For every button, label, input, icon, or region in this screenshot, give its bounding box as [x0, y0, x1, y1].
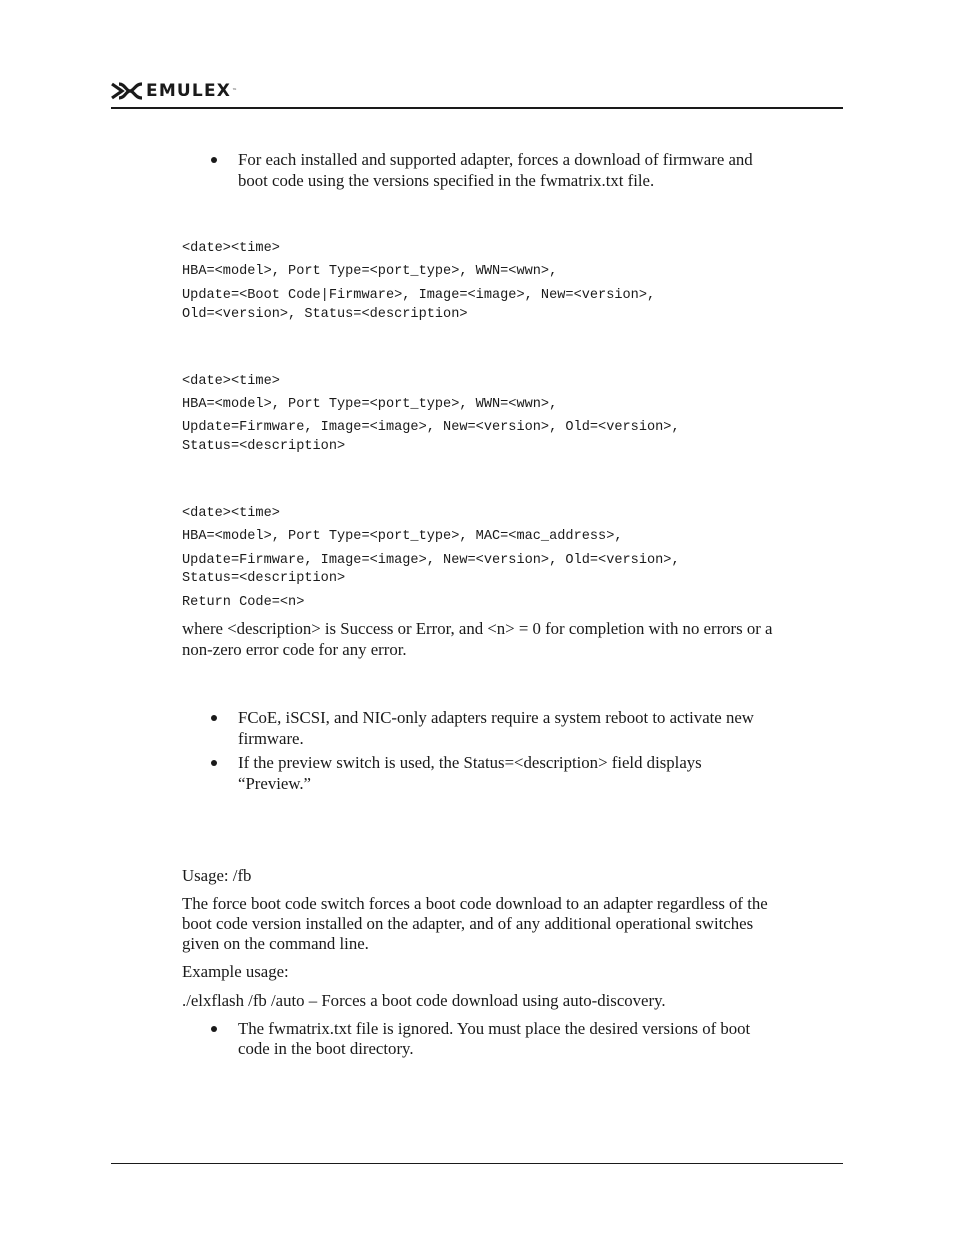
- code-line: HBA=<model>, Port Type=<port_type>, WWN=<wwn>,: [182, 397, 558, 412]
- footer-rule: [111, 1163, 843, 1164]
- usage-label: Usage: /fb: [182, 866, 252, 885]
- bullet-dot-icon: [211, 157, 217, 163]
- description-line: boot code version installed on the adapter, and of any additional operational switches: [182, 914, 754, 933]
- code-line: HBA=<model>, Port Type=<port_type>, WWN=<wwn>,: [182, 264, 558, 279]
- emulex-logo-mark-icon: [111, 81, 143, 101]
- code-line: <date><time>: [182, 374, 280, 389]
- where-line-1: where <description> is Success or Error, and <n> = 0 for completion with no errors or a: [182, 619, 773, 638]
- bullet-dot-icon: [211, 715, 217, 721]
- where-line-2: non-zero error code for any error.: [182, 640, 407, 659]
- code-line: Status=<description>: [182, 571, 346, 586]
- logo-trademark: ™: [232, 88, 238, 94]
- final-bullet-line-2: code in the boot directory.: [238, 1039, 414, 1058]
- code-line: Update=Firmware, Image=<image>, New=<version>, Old=<version>,: [182, 553, 680, 568]
- description-line: The force boot code switch forces a boot code download to an adapter regardless of the: [182, 894, 768, 913]
- code-line: Update=Firmware, Image=<image>, New=<version>, Old=<version>,: [182, 420, 680, 435]
- code-line: Update=<Boot Code|Firmware>, Image=<image>, New=<version>,: [182, 288, 656, 303]
- example-label: Example usage:: [182, 962, 289, 981]
- bullet-dot-icon: [211, 1026, 217, 1032]
- code-line: HBA=<model>, Port Type=<port_type>, MAC=<mac_address>,: [182, 529, 623, 544]
- note-line: If the preview switch is used, the Status=<description> field displays: [238, 753, 702, 772]
- final-bullet-line-1: The fwmatrix.txt file is ignored. You must place the desired versions of boot: [238, 1019, 751, 1038]
- code-line: Return Code=<n>: [182, 595, 305, 610]
- code-line: <date><time>: [182, 506, 280, 521]
- bullet-dot-icon: [211, 760, 217, 766]
- description-line: given on the command line.: [182, 934, 369, 953]
- logo-text: EMULEX: [146, 81, 232, 101]
- note-line: firmware.: [238, 729, 304, 748]
- code-line: Status=<description>: [182, 439, 346, 454]
- code-line: Old=<version>, Status=<description>: [182, 307, 468, 322]
- header-rule: [111, 107, 843, 109]
- emulex-logo: [111, 80, 237, 102]
- example-command: ./elxflash /fb /auto – Forces a boot code download using auto-discovery.: [182, 991, 666, 1010]
- note-line: FCoE, iSCSI, and NIC-only adapters require a system reboot to activate new: [238, 708, 754, 727]
- intro-bullet-line-1: For each installed and supported adapter, forces a download of firmware and: [238, 150, 753, 169]
- code-line: <date><time>: [182, 241, 280, 256]
- note-line: “Preview.”: [238, 774, 311, 793]
- intro-bullet-line-2: boot code using the versions specified in the fwmatrix.txt file.: [238, 171, 655, 190]
